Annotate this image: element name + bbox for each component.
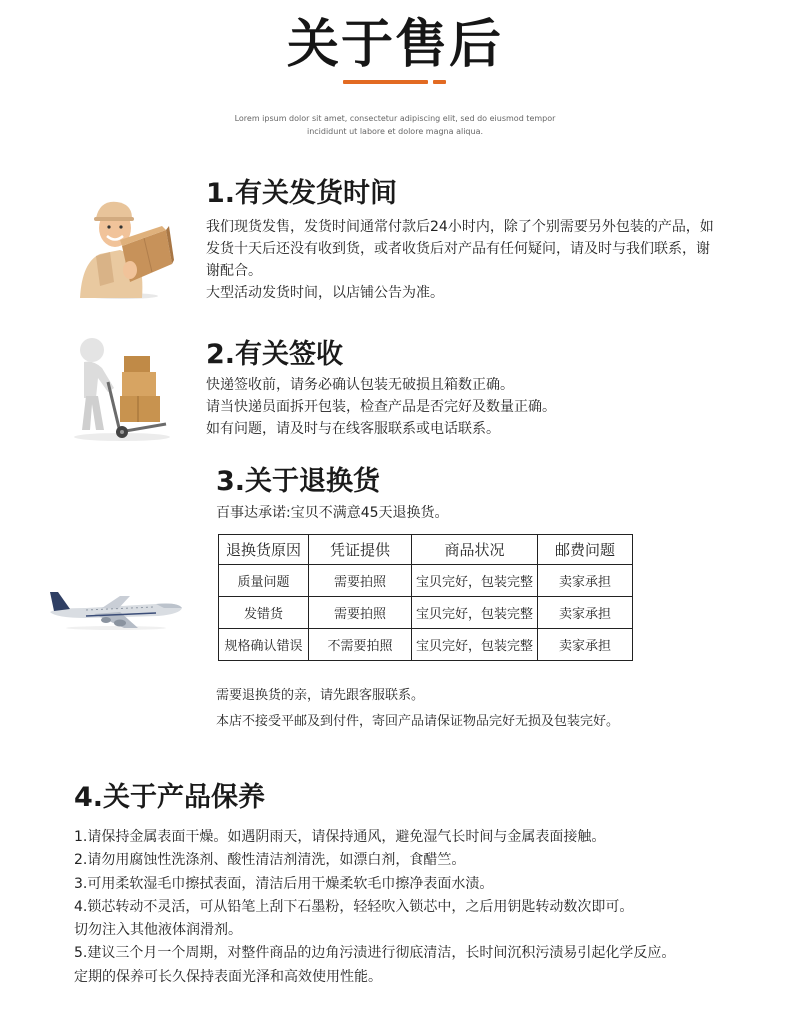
table-cell: 质量问题 <box>219 565 309 597</box>
table-cell: 需要拍照 <box>309 565 412 597</box>
table-row <box>219 629 633 661</box>
column-header: 退换货原因 <box>219 535 309 565</box>
airplane-image <box>46 578 186 630</box>
page-title: 关于售后 <box>286 14 503 75</box>
column-header: 凭证提供 <box>309 535 412 565</box>
table-cell: 需要拍照 <box>309 597 412 629</box>
care-line: 4.锁芯转动不灵活，可从铅笔上刮下石墨粉，轻轻吹入锁芯中，之后用钥匙转动数次即可。 <box>74 898 634 915</box>
table-cell: 发错货 <box>219 597 309 629</box>
section-shipping-text <box>206 216 776 304</box>
table-cell: 卖家承担 <box>538 629 633 661</box>
care-line: 切勿注入其他液体润滑剂。 <box>74 922 242 939</box>
section-care-text <box>74 826 774 989</box>
care-line: 2.请勿用腐蚀性洗涤剂、酸性清洁剂清洗，如漂白剂，食醋竺。 <box>74 852 466 869</box>
returns-note: 本店不接受平邮及到付件，寄回产品请保证物品完好无损及包装完好。 <box>216 714 620 729</box>
delivery-man-image <box>70 190 175 300</box>
care-line: 3.可用柔软湿毛巾擦拭表面，清洁后用干燥柔软毛巾擦净表面水渍。 <box>74 875 494 892</box>
receiving-line: 请当快递员面拆开包装，检查产品是否完好及数量正确。 <box>206 399 556 415</box>
page-subtitle: Lorem ipsum dolor sit amet, consectetur adipiscing elit, sed do eiusmod tempor incididunt ut labore et dolore magna aliqua. <box>234 114 556 136</box>
section-receiving-text <box>206 374 776 440</box>
returns-promise: 百事达承诺:宝贝不满意45天退换货。 <box>216 505 449 521</box>
shipping-line: 谢配合。 <box>206 263 262 279</box>
shipping-line: 大型活动发货时间，以店铺公告为准。 <box>206 285 444 301</box>
returns-table <box>218 534 633 661</box>
table-cell: 卖家承担 <box>538 565 633 597</box>
table-cell: 宝贝完好，包装完整 <box>412 597 538 629</box>
returns-note: 需要退换货的亲，请先跟客服联系。 <box>216 688 425 703</box>
returns-notes <box>216 683 736 735</box>
table-row <box>219 565 633 597</box>
care-line: 定期的保养可长久保持表面光泽和高效使用性能。 <box>74 968 382 985</box>
table-row <box>219 597 633 629</box>
hand-truck-figure-image <box>62 334 174 442</box>
table-cell: 规格确认错误 <box>219 629 309 661</box>
section-shipping-heading: 1.有关发货时间 <box>206 178 398 209</box>
title-underline <box>343 80 428 84</box>
table-cell: 不需要拍照 <box>309 629 412 661</box>
shipping-line: 发货十天后还没有收到货，或者收货后对产品有任何疑问，请及时与我们联系，谢 <box>206 241 710 257</box>
shipping-line: 我们现货发售，发货时间通常付款后24小时内，除了个别需要另外包装的产品，如 <box>206 219 714 235</box>
table-cell: 宝贝完好，包装完整 <box>412 629 538 661</box>
section-receiving-heading: 2.有关签收 <box>206 339 344 370</box>
title-underline-dot <box>433 80 446 84</box>
table-cell: 卖家承担 <box>538 597 633 629</box>
section-returns-heading: 3.关于退换货 <box>216 466 381 497</box>
care-line: 5.建议三个月一个周期，对整件商品的边角污渍进行彻底清洁，长时间沉积污渍易引起化学反应。 <box>74 945 676 962</box>
receiving-line: 快递签收前，请务必确认包装无破损且箱数正确。 <box>206 377 514 393</box>
column-header: 商品状况 <box>412 535 538 565</box>
section-care-heading: 4.关于产品保养 <box>74 782 266 813</box>
table-header-row <box>219 535 633 565</box>
table-cell: 宝贝完好，包装完整 <box>412 565 538 597</box>
receiving-line: 如有问题，请及时与在线客服联系或电话联系。 <box>206 421 500 437</box>
column-header: 邮费问题 <box>538 535 633 565</box>
care-line: 1.请保持金属表面干燥。如遇阴雨天，请保持通风，避免湿气长时间与金属表面接触。 <box>74 829 606 845</box>
